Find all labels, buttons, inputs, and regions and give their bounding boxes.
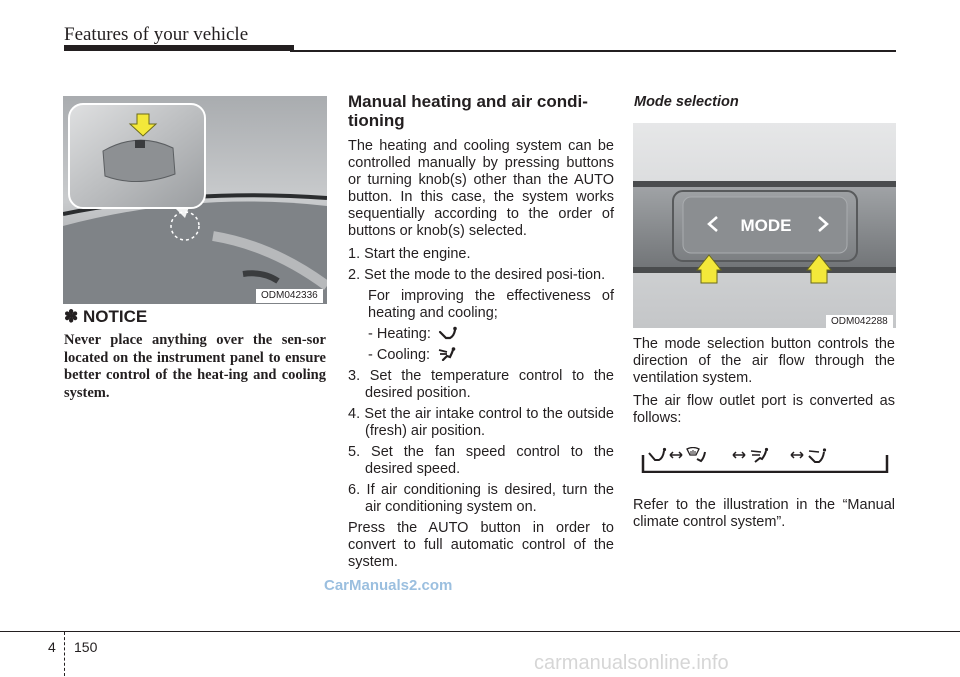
heating-label: - Heating: (368, 326, 431, 342)
bi-level-mode-icon (809, 448, 826, 462)
chapter-number: 4 (48, 639, 56, 655)
mode-paragraph-2: The air flow outlet port is converted as follows: (633, 393, 895, 426)
mode-description (633, 336, 895, 433)
double-arrow-icon (791, 452, 803, 458)
watermark: CarManuals2.com (324, 577, 453, 594)
section-heading: Manual heating and air condi-tioning (348, 92, 588, 130)
footer-divider (64, 632, 65, 676)
page-number: 150 (74, 639, 98, 655)
heating-line (368, 326, 614, 343)
step-2-note: For improving the effectiveness of heating and cooling; (368, 288, 614, 321)
notice-text: Never place anything over the sen-sor located on the instrument panel to ensure better control of the heat-ing and cooling system. (64, 332, 326, 401)
header-rule-thick (64, 45, 294, 51)
mode-button-photo (633, 123, 896, 328)
face-mode-icon (751, 448, 768, 462)
heating-mode-icon (438, 326, 458, 340)
cooling-label: - Cooling: (368, 347, 431, 363)
mode-reference (633, 497, 895, 537)
airflow-mode-sequence (641, 447, 889, 473)
sensor-location-photo (63, 96, 327, 304)
manual-hvac-section (348, 92, 614, 577)
watermark-footer: carmanualsonline.info (534, 652, 729, 674)
section-title: Features of your vehicle (64, 24, 249, 45)
double-arrow-icon (733, 452, 745, 458)
cooling-mode-icon (437, 347, 457, 361)
image-code: ODM042336 (256, 289, 323, 303)
mode-paragraph-3: Refer to the illustration in the “Manual climate control system”. (633, 497, 895, 530)
mode-selection-heading: Mode selection (634, 94, 739, 110)
step-5: 5. Set the fan speed control to the desired speed. (348, 444, 614, 477)
image-code: ODM042288 (826, 315, 893, 329)
step-4: 4. Set the air intake control to the outside (fresh) air position. (348, 406, 614, 439)
step-2: 2. Set the mode to the desired posi-tion. (348, 267, 606, 283)
mode-button-label: MODE (740, 216, 792, 235)
notice-title: ✽ NOTICE (64, 307, 148, 326)
footer-rule (0, 631, 960, 632)
header-rule (290, 50, 896, 52)
mode-paragraph-1: The mode selection button controls the direction of the air flow through the ventilation system. (633, 336, 895, 386)
intro-paragraph: The heating and cooling system can be controlled manually by pressing buttons or turning knob(s) other than the AUTO button. In this case, the system works sequentially according to the order of buttons or knob(s) selected. (348, 138, 614, 239)
step-1: 1. Start the engine. (348, 246, 471, 262)
floor-mode-icon (649, 448, 666, 460)
defrost-floor-mode-icon (687, 448, 705, 462)
closing-paragraph: Press the AUTO button in order to convert to full automatic control of the system. (348, 520, 614, 570)
cooling-line (368, 347, 614, 364)
step-3: 3. Set the temperature control to the desired position. (348, 368, 614, 401)
step-6: 6. If air conditioning is desired, turn the air conditioning system on. (348, 482, 614, 515)
double-arrow-icon (670, 452, 682, 458)
